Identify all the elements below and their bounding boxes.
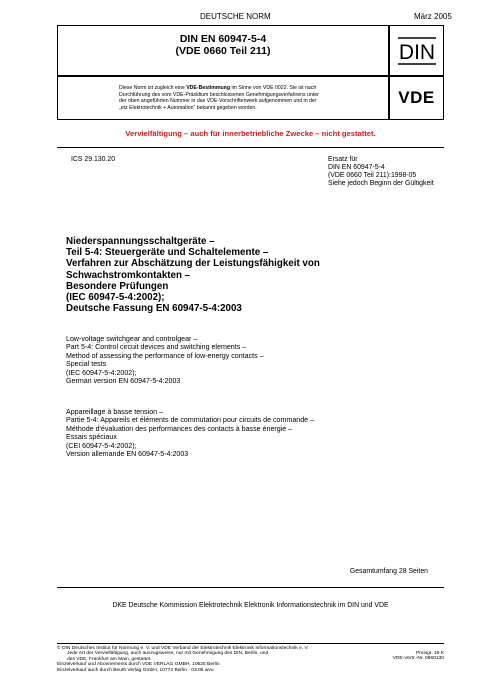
replacement-info — [328, 156, 434, 188]
vde-number: (VDE 0660 Teil 211) — [175, 45, 271, 58]
din-logo-mark — [397, 34, 437, 68]
english-title-line: Special tests — [66, 360, 107, 369]
vde-logo — [389, 76, 444, 120]
english-title-line: (IEC 60947-5-4:2002); — [66, 368, 137, 377]
french-title-line: Version allemande EN 60947-5-4:2003 — [66, 450, 189, 459]
french-title-line: Appareillage à basse tension – — [66, 408, 164, 416]
copyright-line3: des VDE, Frankfurt am Main, gestattet. — [67, 656, 152, 662]
vde-logo-text: VDE — [398, 88, 435, 107]
vde-order-number: VDE-Vertr.-Nr. 0660130 — [392, 656, 444, 662]
french-title-line: Partie 5-4: Appareils et éléments de commutation pour circuits de commande – — [66, 416, 315, 425]
replacement-line4: Siehe jedoch Beginn der Gültigkeit — [328, 180, 434, 188]
notice-line3: der oben angeführten Nummer in das VDE-Vorschriftenwerk aufgenommen und in der — [119, 98, 317, 105]
french-title — [66, 408, 451, 459]
title-box — [57, 25, 389, 76]
copyright-line1: © DIN Deutsches Institut für Normung e. V. und VDE Verband der Elektrotechnik Elektronik Informationstechnik e. V. — [57, 646, 309, 651]
total-pages: Gesamtumfang 28 Seiten — [349, 568, 428, 575]
replacement-line1: Ersatz für — [328, 156, 358, 163]
english-title-line: Low-voltage switchgear and controlgear – — [66, 335, 198, 343]
german-title-line: Verfahren zur Abschätzung der Leistungsfähigkeit von — [66, 258, 320, 270]
notice-line1-bold: VDE-Bestimmung — [186, 85, 230, 91]
notice-line2: Durchführung des vom VDE-Präsidium beschlossenen Genehmigungsverfahrens unter — [119, 91, 319, 98]
copyright-line2: Jede Art der Vervielfältigung, auch auszugsweise, nur mit Genehmigung des DIN, Berlin, und — [67, 651, 269, 657]
sales-line2: Einzelverkauf auch durch Beuth Verlag GmbH, 10772 Berlin · 03.05 wvu — [57, 667, 214, 673]
reproduction-notice: Vervielfältigung – auch für innerbetriebliche Zwecke – nicht gestattet. — [125, 129, 376, 138]
standard-number: DIN EN 60947-5-4 — [179, 33, 267, 45]
german-title — [66, 236, 446, 314]
vde-notice-box — [57, 76, 389, 120]
german-title-line: Besondere Prüfungen — [66, 280, 169, 292]
divider-middle — [57, 587, 444, 588]
ics-code: ICS 29.130.20 — [71, 156, 116, 163]
copyright-notice — [57, 646, 309, 673]
english-title-line: German version EN 60947-5-4:2003 — [66, 377, 181, 386]
replacement-line3: (VDE 0660 Teil 211):1998-05 — [328, 172, 417, 180]
german-title-line: Teil 5-4: Steuergeräte und Schaltelemente – — [66, 247, 269, 259]
french-title-line: Méthode d'évaluation des performances des contacts à basse énergie – — [66, 424, 293, 433]
german-title-line: Schwachstromkontakten – — [66, 269, 191, 281]
publication-date: März 2005 — [414, 12, 452, 21]
notice-line1-pre: Diese Norm ist zugleich eine — [119, 85, 187, 91]
german-title-line: (IEC 60947-5-4:2002); — [66, 292, 165, 304]
norm-type-label: DEUTSCHE NORM — [200, 12, 271, 21]
price-group: Preisgr. 19 K — [416, 651, 444, 656]
sales-line1: Einzelverkauf und Abonnements durch VDE VERLAG GMBH, 10625 Berlin — [57, 662, 220, 668]
din-logo-text: DIN — [398, 40, 435, 64]
french-title-line: Essais spéciaux — [66, 433, 117, 442]
german-title-line: Deutsche Fassung EN 60947-5-4:2003 — [66, 303, 242, 315]
english-title-line: Part 5-4: Control circuit devices and switching elements – — [66, 343, 247, 352]
german-title-line: Niederspannungsschaltgeräte – — [66, 236, 215, 247]
din-logo — [389, 25, 444, 76]
english-title-line: Method of assessing the performance of low-energy contacts – — [66, 351, 264, 360]
notice-line4: „etz Elektrotechnik + Automation“ bekannt gegeben worden. — [119, 104, 257, 111]
french-title-line: (CEI 60947-5-4:2002); — [66, 441, 137, 450]
english-title — [66, 335, 446, 386]
divider-bottom — [57, 643, 444, 644]
replacement-line2: DIN EN 60947-5-4 — [328, 164, 385, 172]
notice-line1-post: im Sinne von VDE 0022. Sie ist nach — [230, 85, 317, 91]
price-info — [380, 651, 444, 662]
dke-line: DKE Deutsche Kommission Elektrotechnik Elektronik Informationstechnik im DIN und VDE — [112, 602, 389, 609]
divider-top — [57, 147, 444, 148]
